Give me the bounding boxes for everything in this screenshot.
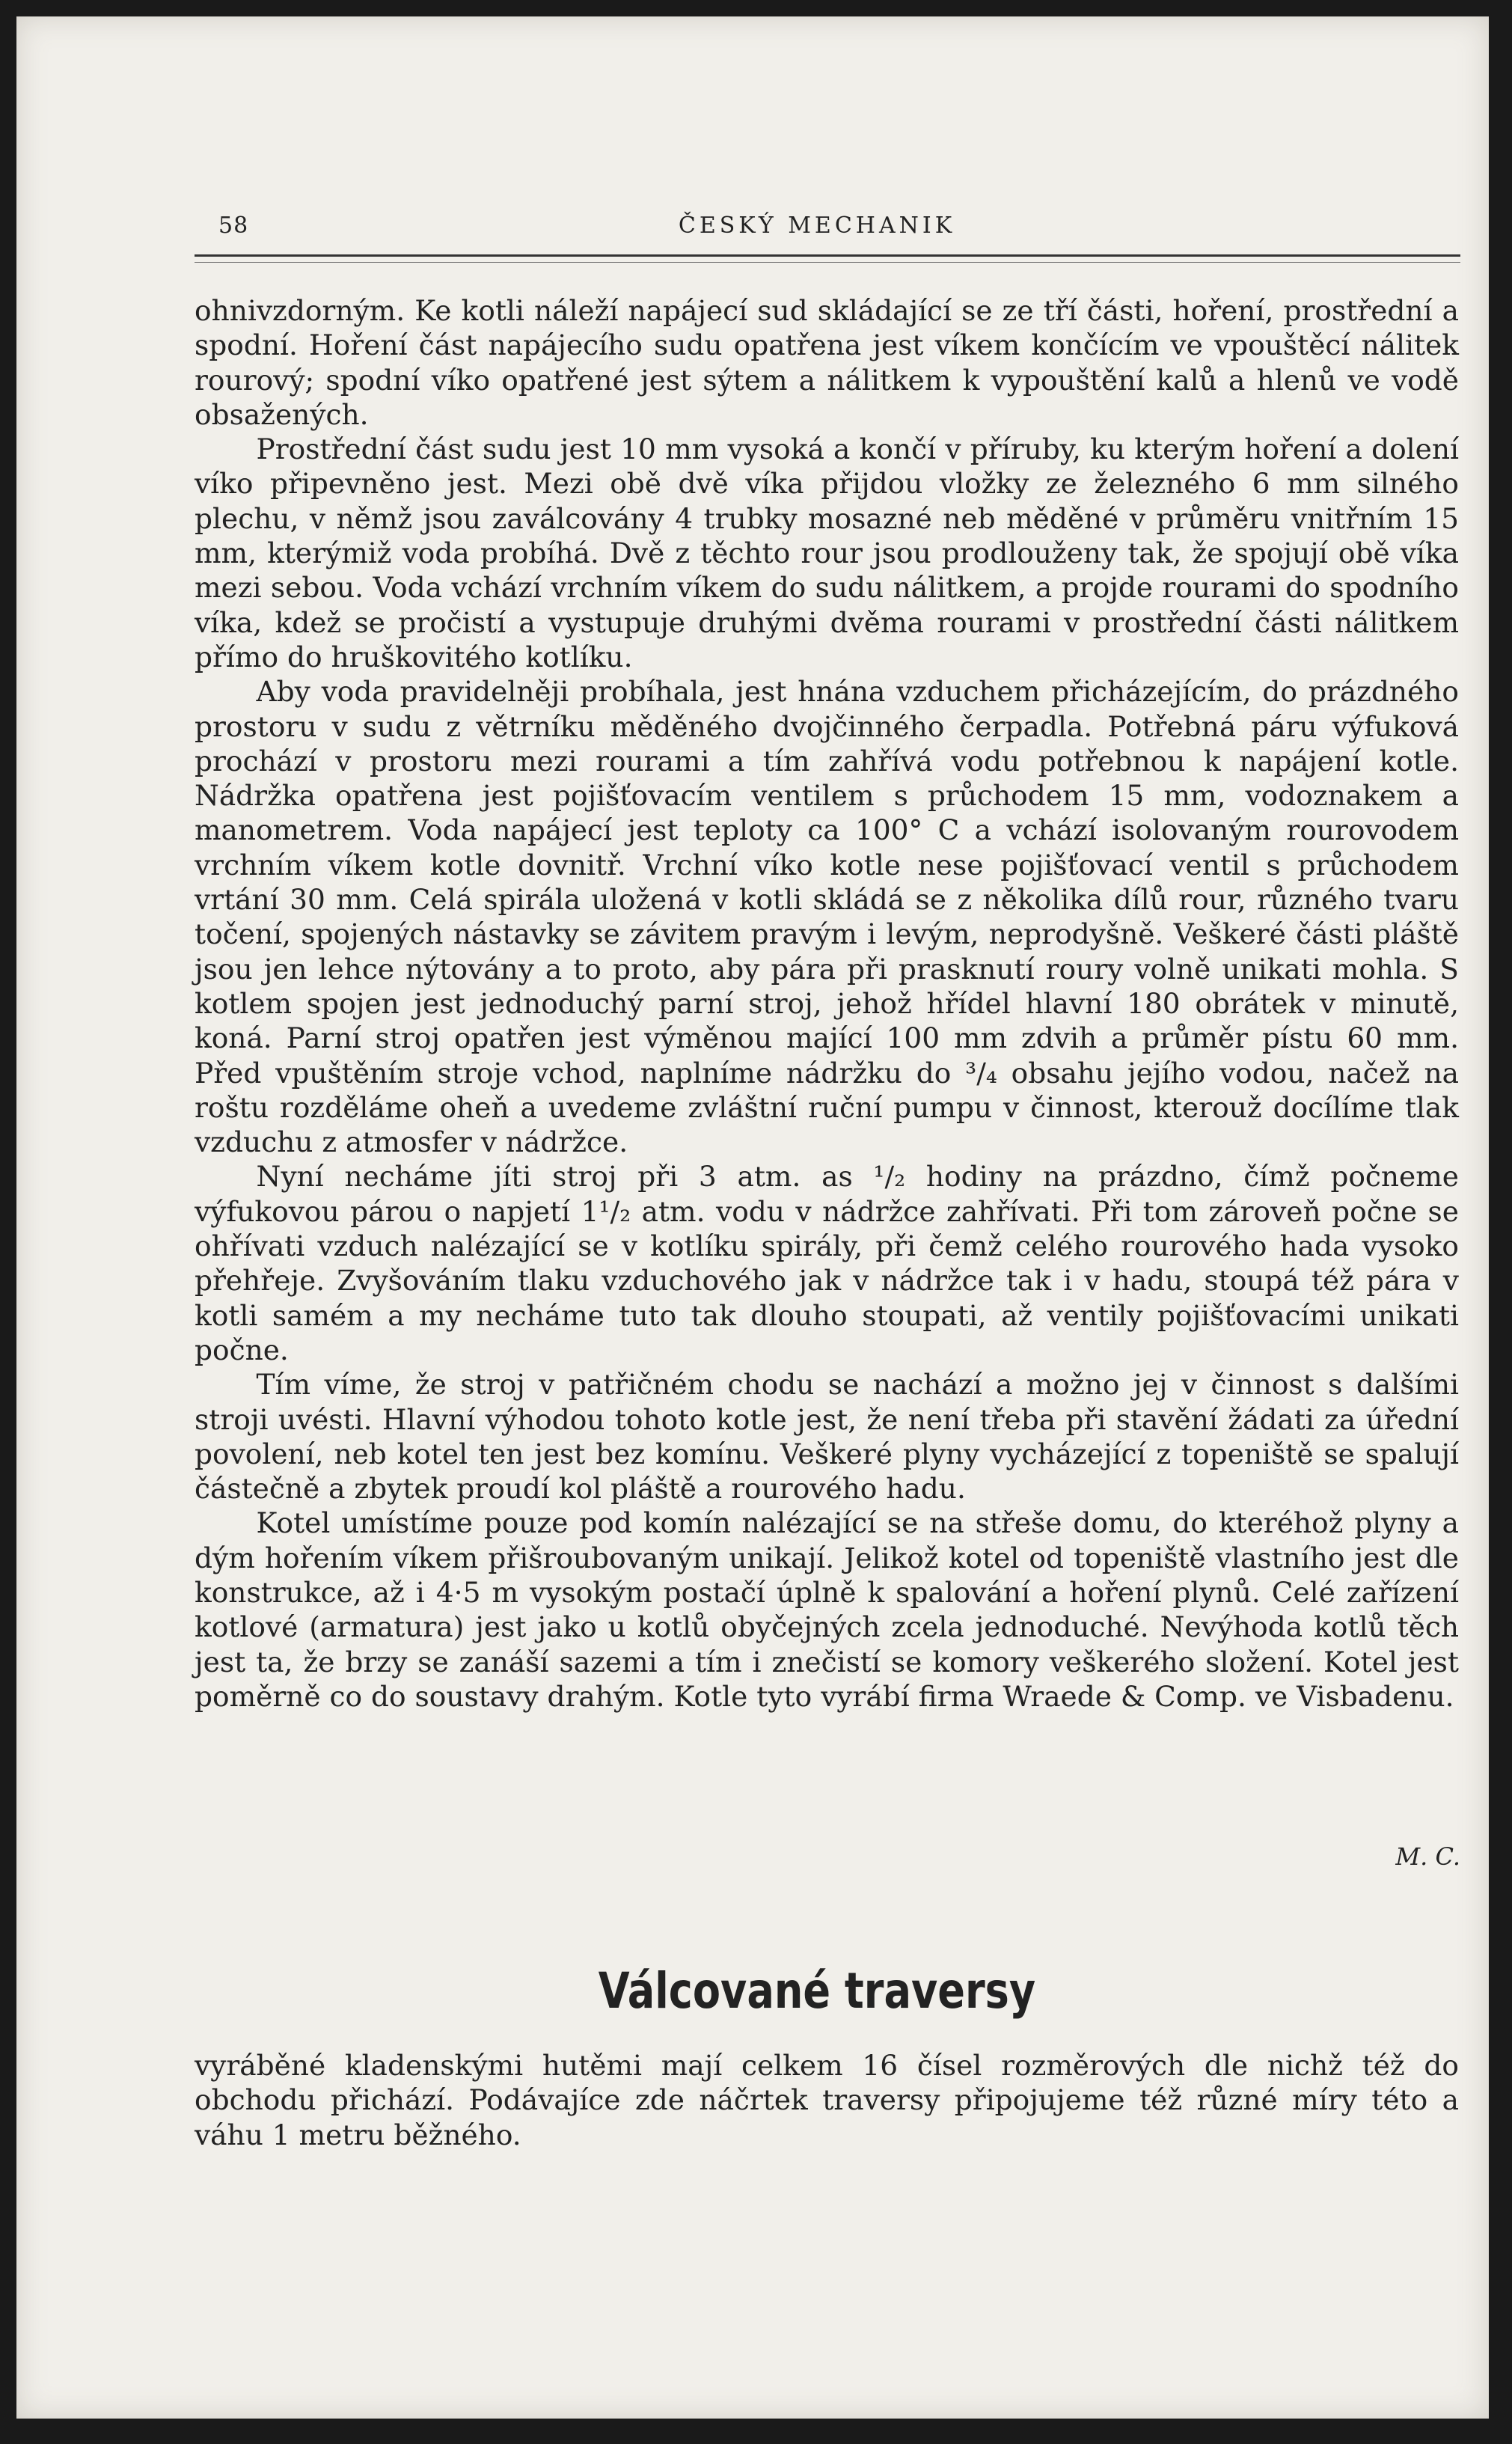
paragraph: Nyní necháme jíti stroj při 3 atm. as ¹/₂ hodiny na prázdno, čímž počneme výfukovou párou o napjetí 1¹/₂ atm. vodu v nádržce zahřívati. Při tom zároveň počne se ohřívati vzduch nalézající se v kotlíku spirály, při čemž celého rourového hada vysoko přehřeje. Zvyšováním tlaku vzduchového jak v nádržce tak i v hadu, stoupá též pára v kotli samém a my necháme tuto tak dlouho stoupati, až ventily pojišťovacími unikati počne.	[195, 1160, 1459, 1366]
page-number: 58	[218, 213, 249, 239]
section-body	[195, 2048, 1459, 2152]
running-title: ČESKÝ MECHANIK	[678, 213, 956, 239]
author-signature: M. C.	[1395, 1842, 1460, 1871]
paragraph: Aby voda pravidelněji probíhala, jest hnána vzduchem přicházejícím, do prázdného prostoru v sudu z větrníku měděného dvojčinného čerpadla. Potřebná páru výfuková prochází v prostoru mezi rourami a tím zahřívá vodu potřebnou k napájení kotle. Nádržka opatřena jest pojišťovacím ventilem s průchodem 15 mm, vodoznakem a manometrem. Voda napájecí jest teploty ca 100° C a vchází isolovaným rourovodem vrchním víkem kotle dovnitř. Vrchní víko kotle nese pojišťovací ventil s průchodem vrtání 30 mm. Celá spirála uložená v kotli skládá se z několika dílů rour, různého tvaru točení, spojených nástavky se závitem pravým i levým, neprodyšně. Veškeré části pláště jsou jen lehce nýtovány a to proto, aby pára při prasknutí roury volně unikati mohla. S kotlem spojen jest jednoduchý parní stroj, jehož hřídel hlavní 180 obrátek v minutě, koná. Parní stroj opatřen jest výměnou mající 100 mm zdvih a průměr pístu 60 mm. Před vpuštěním stroje vchod, naplníme nádržku do ³/₄ obsahu jejího vodou, načež na roštu rozděláme oheň a uvedeme zvláštní ruční pumpu v činnost, kterouž docílíme tlak vzduchu z atmosfer v nádržce.	[195, 675, 1459, 1159]
paragraph: ohnivzdorným. Ke kotli náleží napájecí sud skládající se ze tří části, hoření, prostřední a spodní. Hoření část napájecího sudu opatřena jest víkem končícím ve vpouštěcí nálitek rourový; spodní víko opatřené jest sýtem a nálitkem k vypouštění kalů a hlenů ve vodě obsažených.	[195, 294, 1459, 431]
paragraph: Tím víme, že stroj v patřičném chodu se nachází a možno jej v činnost s dalšími stroji uvésti. Hlavní výhodou tohoto kotle jest, že není třeba při stavění žádati za úřední povolení, neb kotel ten jest bez komínu. Veškeré plyny vycházející z topeniště se spalují částečně a zbytek proudí kol pláště a rourového hadu.	[195, 1368, 1459, 1506]
paragraph: vyráběné kladenskými hutěmi mají celkem 16 čísel rozměrových dle nichž též do obchodu přichází. Podávajíce zde náčrtek traversy připojujeme též různé míry této a váhu 1 metru běžného.	[195, 2049, 1459, 2151]
header-rule-thin	[195, 262, 1460, 263]
section-heading: Válcované traversy	[598, 1962, 1036, 2020]
page	[16, 16, 1489, 2419]
paragraph: Prostřední část sudu jest 10 mm vysoká a končí v příruby, ku kterým hoření a dolení víko připevněno jest. Mezi obě dvě víka přijdou vložky ze železného 6 mm silného plechu, v němž jsou zaválcovány 4 trubky mosazné neb měděné v průměru vnitřním 15 mm, kterýmiž voda probíhá. Dvě z těchto rour jsou prodlouženy tak, že spojují obě víka mezi sebou. Voda vchází vrchním víkem do sudu nálitkem, a projde rourami do spodního víka, kdež se pročistí a vystupuje druhými dvěma rourami v prostřední části nálitkem přímo do hruškovitého kotlíku.	[195, 433, 1459, 673]
article-body	[195, 293, 1459, 1714]
paragraph: Kotel umístíme pouze pod komín nalézající se na střeše domu, do kteréhož plyny a dým hořením víkem přišroubovaným unikají. Jelikož kotel od topeniště vlastního jest dle konstrukce, až i 4·5 m vysokým postačí úplně k spalování a hoření plynů. Celé zařízení kotlové (armatura) jest jako u kotlů obyčejných zcela jednoduché. Nevýhoda kotlů těch jest ta, že brzy se zanáší sazemi a tím i znečistí se komory veškerého složení. Kotel jest poměrně co do soustavy drahým. Kotle tyto vyrábí firma Wraede & Comp. ve Visbadenu.	[195, 1506, 1459, 1713]
header-rule	[195, 254, 1460, 257]
page-header	[174, 213, 1460, 242]
